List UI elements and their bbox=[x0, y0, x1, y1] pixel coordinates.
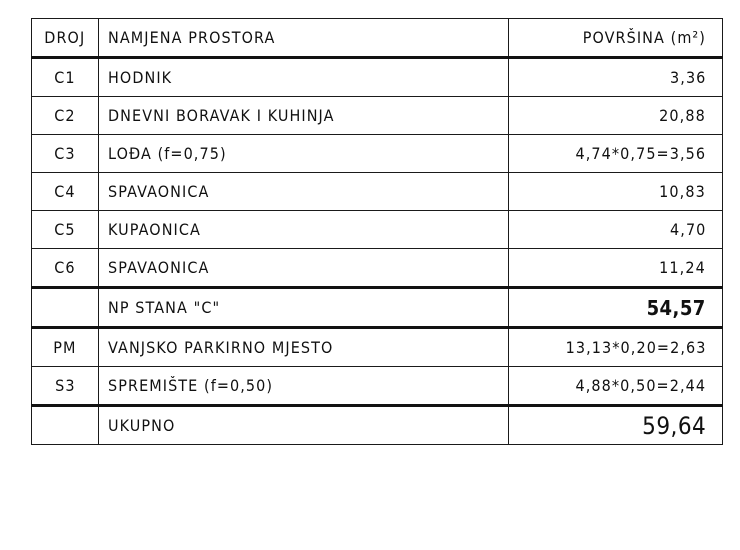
extra-area: 4,88*0,50=2,44 bbox=[575, 376, 706, 395]
room-num-cell bbox=[32, 135, 99, 173]
room-name: KUPAONICA bbox=[108, 220, 201, 239]
table-row bbox=[32, 211, 723, 249]
room-area-cell bbox=[509, 211, 723, 249]
room-name-cell bbox=[99, 249, 509, 288]
room-area: 4,70 bbox=[669, 220, 706, 239]
table-row bbox=[32, 367, 723, 406]
table-row bbox=[32, 173, 723, 211]
header-num-cell bbox=[32, 19, 99, 58]
header-name-cell bbox=[99, 19, 509, 58]
area-table bbox=[31, 18, 723, 445]
room-area-cell bbox=[509, 135, 723, 173]
room-name-cell bbox=[99, 58, 509, 97]
room-area-cell bbox=[509, 97, 723, 135]
extra-name-cell bbox=[99, 367, 509, 406]
room-name-cell bbox=[99, 173, 509, 211]
room-name: SPAVAONICA bbox=[108, 182, 210, 201]
extra-name: SPREMIŠTE (f=0,50) bbox=[108, 376, 274, 395]
extra-name-cell bbox=[99, 328, 509, 367]
subtotal-area-cell bbox=[509, 288, 723, 328]
total-num-cell bbox=[32, 406, 99, 445]
room-area: 4,74*0,75=3,56 bbox=[575, 144, 706, 163]
room-num: C6 bbox=[54, 258, 76, 277]
total-label: UKUPNO bbox=[108, 416, 176, 435]
room-area: 11,24 bbox=[659, 258, 706, 277]
total-row bbox=[32, 406, 723, 445]
subtotal-label: NP STANA "C" bbox=[108, 298, 221, 317]
table-row bbox=[32, 58, 723, 97]
header-area: POVRŠINA (m²) bbox=[582, 28, 706, 47]
extra-area: 13,13*0,20=2,63 bbox=[565, 338, 706, 357]
room-num: C4 bbox=[54, 182, 76, 201]
table-row bbox=[32, 97, 723, 135]
subtotal-name-cell bbox=[99, 288, 509, 328]
total-name-cell bbox=[99, 406, 509, 445]
table-header-row bbox=[32, 19, 723, 58]
room-num: C3 bbox=[54, 144, 76, 163]
subtotal-value: 54,57 bbox=[646, 295, 706, 320]
subtotal-num-cell bbox=[32, 288, 99, 328]
room-area-cell bbox=[509, 249, 723, 288]
table-row bbox=[32, 249, 723, 288]
room-name: LOĐA (f=0,75) bbox=[108, 144, 227, 163]
extra-area-cell bbox=[509, 367, 723, 406]
room-name-cell bbox=[99, 211, 509, 249]
room-num: C2 bbox=[54, 106, 76, 125]
header-name: NAMJENA PROSTORA bbox=[108, 28, 276, 47]
extra-name: VANJSKO PARKIRNO MJESTO bbox=[108, 338, 334, 357]
total-area-cell bbox=[509, 406, 723, 445]
table-row bbox=[32, 328, 723, 367]
room-name: DNEVNI BORAVAK I KUHINJA bbox=[108, 106, 335, 125]
room-num: C1 bbox=[54, 68, 76, 87]
table-row bbox=[32, 135, 723, 173]
room-name-cell bbox=[99, 97, 509, 135]
extra-area-cell bbox=[509, 328, 723, 367]
room-num-cell bbox=[32, 211, 99, 249]
room-name: SPAVAONICA bbox=[108, 258, 210, 277]
header-area-cell bbox=[509, 19, 723, 58]
room-area-cell bbox=[509, 58, 723, 97]
room-area: 20,88 bbox=[659, 106, 706, 125]
extra-num: PM bbox=[53, 338, 77, 357]
total-value: 59,64 bbox=[641, 411, 706, 440]
room-num-cell bbox=[32, 58, 99, 97]
room-num-cell bbox=[32, 97, 99, 135]
extra-num-cell bbox=[32, 328, 99, 367]
header-num: DROJ bbox=[44, 28, 86, 47]
room-area-cell bbox=[509, 173, 723, 211]
room-area: 3,36 bbox=[669, 68, 706, 87]
extra-num: S3 bbox=[54, 376, 76, 395]
room-num-cell bbox=[32, 249, 99, 288]
subtotal-row bbox=[32, 288, 723, 328]
extra-num-cell bbox=[32, 367, 99, 406]
room-name-cell bbox=[99, 135, 509, 173]
room-name: HODNIK bbox=[108, 68, 173, 87]
room-num-cell bbox=[32, 173, 99, 211]
room-area: 10,83 bbox=[659, 182, 706, 201]
room-num: C5 bbox=[54, 220, 76, 239]
